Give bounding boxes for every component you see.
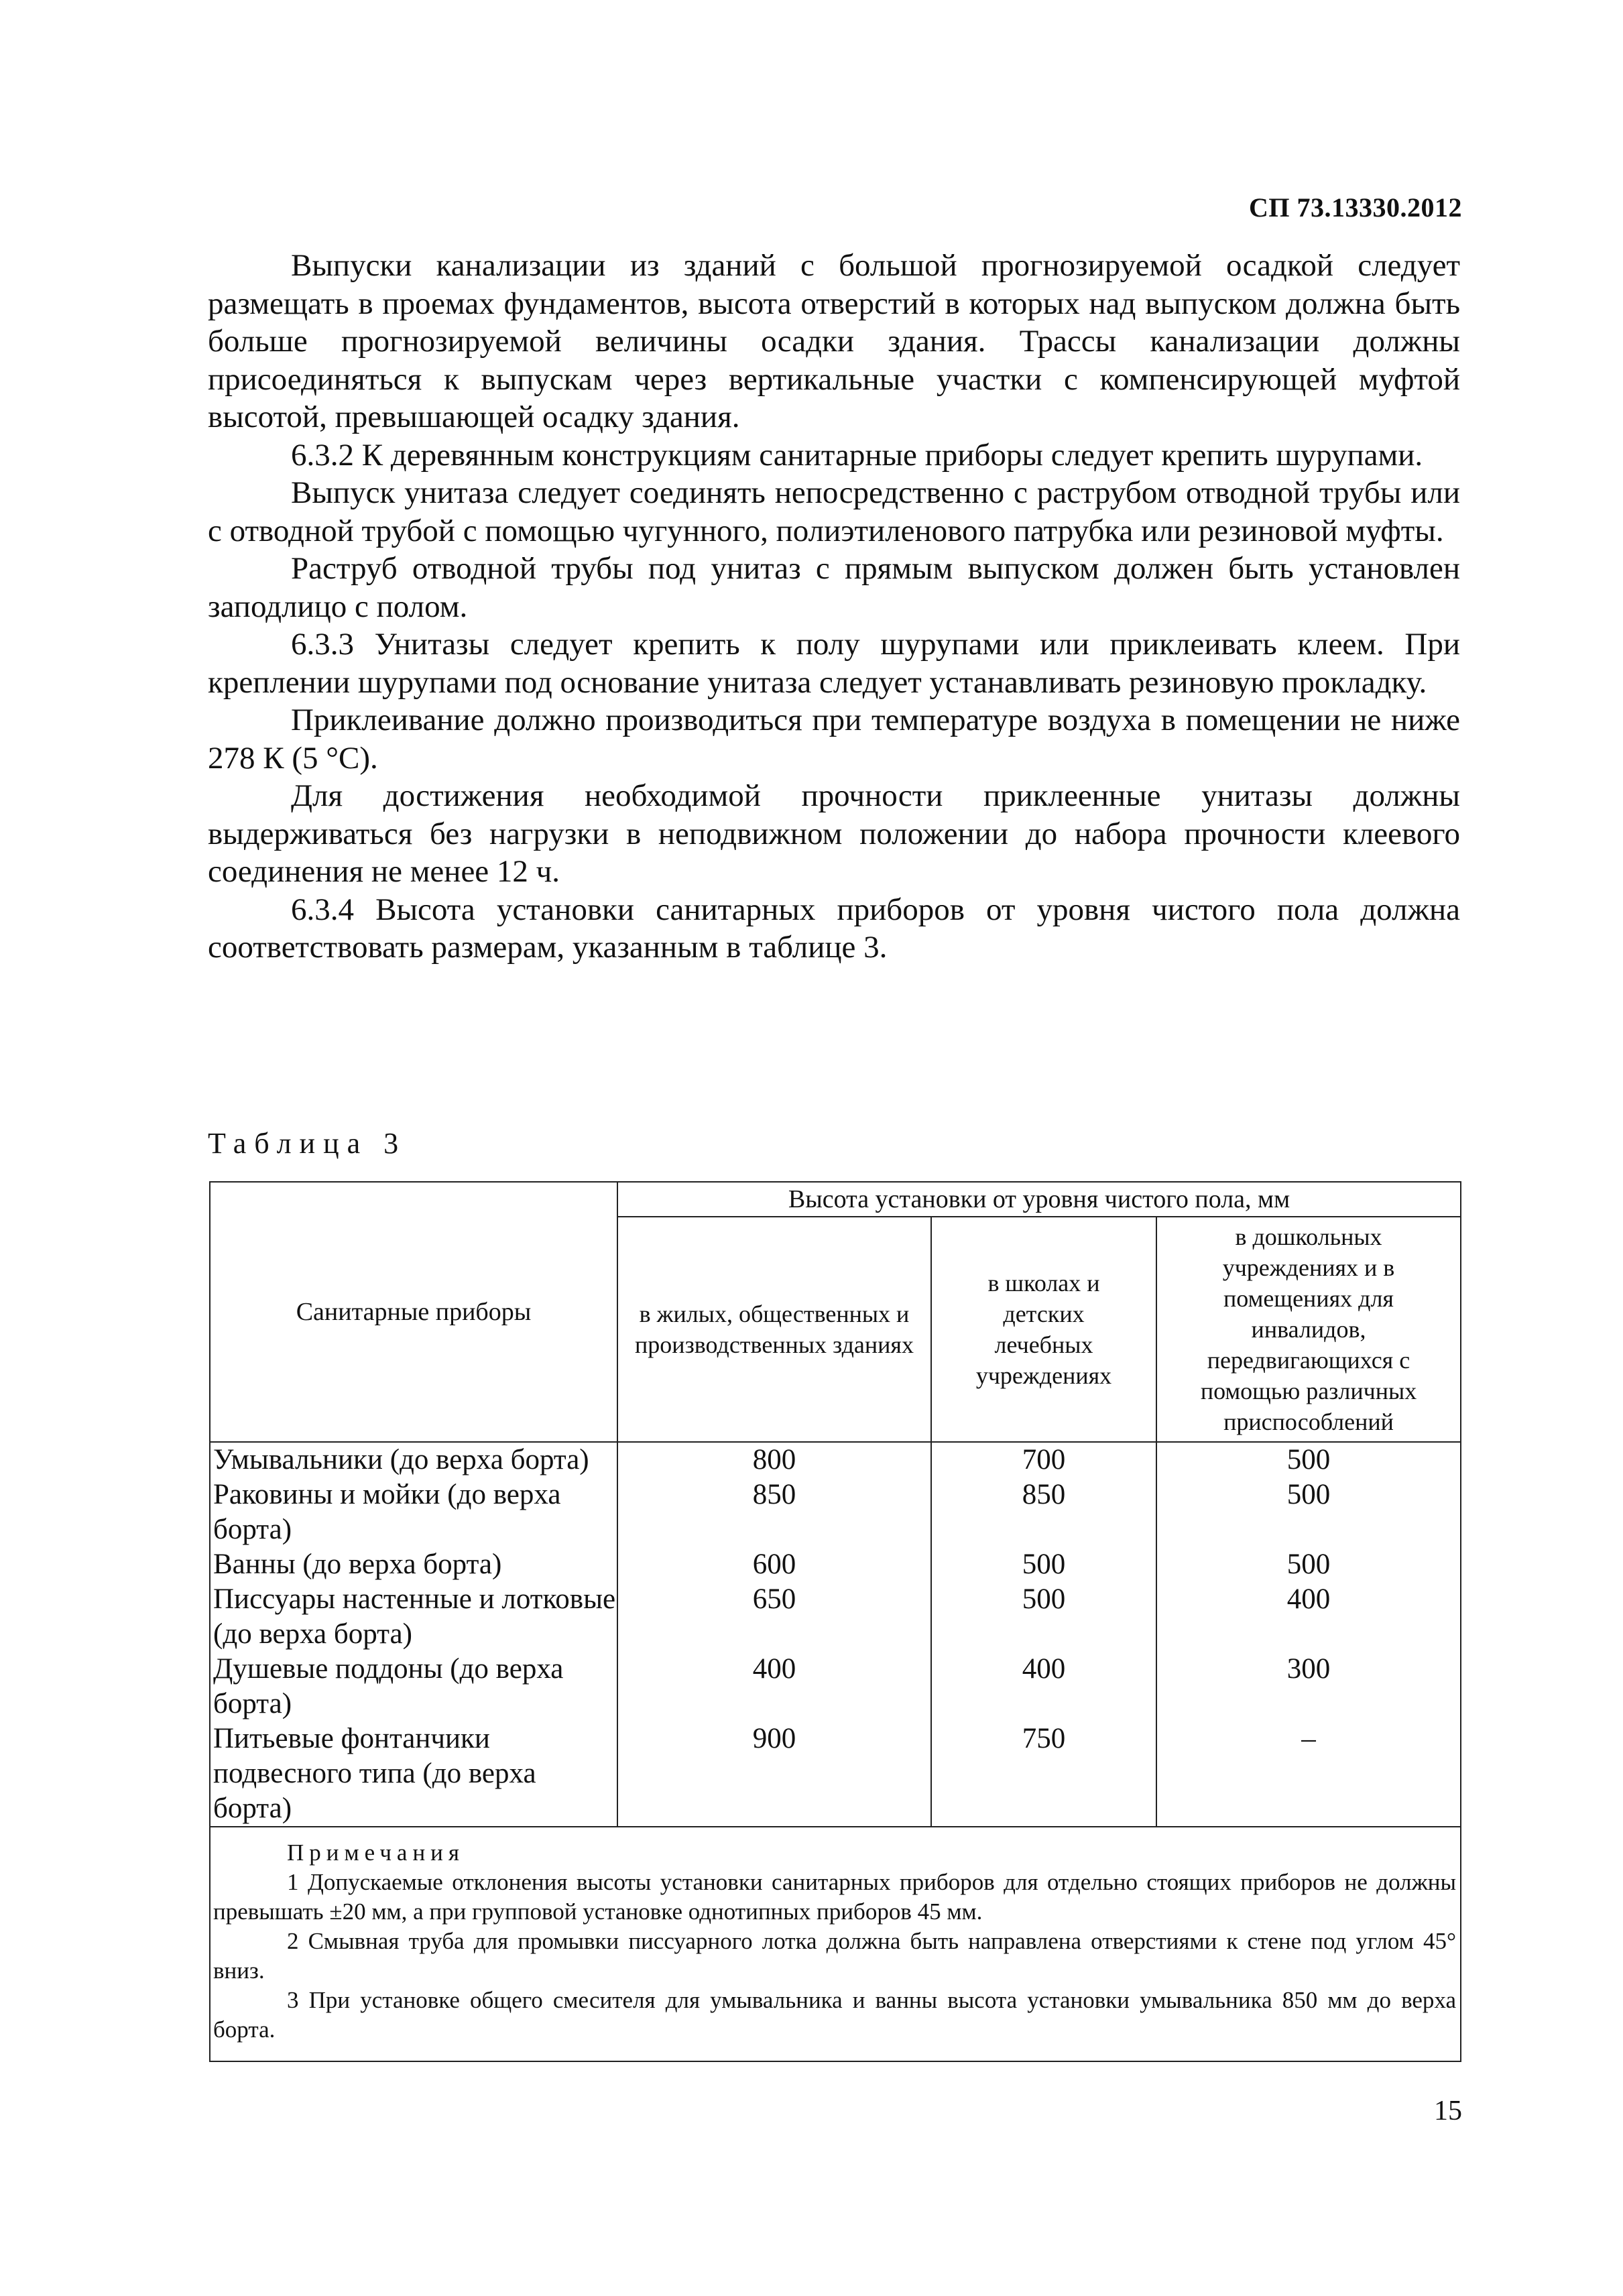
row-value: 400 [1156,1582,1461,1652]
header-cell-schools: в школах и детских лечебных учреждениях [931,1217,1156,1442]
header-cell-height-group: Высота установки от уровня чистого пола, мм [617,1182,1461,1217]
row-value: 400 [931,1652,1156,1721]
row-value: 500 [1156,1442,1461,1477]
table-row [210,1721,1461,1827]
row-value: 850 [617,1477,931,1547]
table-row [210,1652,1461,1721]
row-name: Ванны (до верха борта) [210,1547,617,1582]
row-value: 750 [931,1721,1156,1827]
row-value: – [1156,1721,1461,1827]
paragraph: Раструб отводной трубы под унитаз с прямым выпуском должен быть установлен заподлицо с полом. [208,551,1460,624]
note-item: 2 Смывная труба для промывки писсуарного лотка должна быть направлена отверстиями к стене под углом 45° вниз. [213,1928,1457,1984]
table-notes [210,1827,1461,2061]
row-value: 800 [617,1442,931,1477]
table-notes-row [210,1827,1461,2061]
table-caption: Таблица 3 [208,1127,407,1160]
notes-title: Примечания [287,1839,465,1866]
document-code: СП 73.13330.2012 [1249,192,1462,223]
row-value: 850 [931,1477,1156,1547]
row-value: 900 [617,1721,931,1827]
row-name: Душевые поддоны (до верха борта) [210,1652,617,1721]
table-row [210,1442,1461,1477]
header-cell-devices: Санитарные приборы [210,1182,617,1442]
installation-height-table [209,1181,1461,2062]
table-row [210,1582,1461,1652]
note-item: 1 Допускаемые отклонения высоты установки санитарных приборов для отдельно стоящих приборов не должны превышать ±20 мм, а при групповой установке однотипных приборов 45 мм. [213,1869,1457,1925]
row-value: 500 [931,1582,1156,1652]
paragraph: Выпуск унитаза следует соединять непосредственно с раструбом отводной трубы или с отводной трубой с помощью чугунного, полиэтиленового патрубка или резиновой муфты. [208,475,1460,548]
row-value: 700 [931,1442,1156,1477]
header-cell-residential: в жилых, общественных и производственных зданиях [617,1217,931,1442]
row-name: Писсуары настенные и лотковые (до верха борта) [210,1582,617,1652]
body-text [208,247,1460,967]
header-cell-preschool: в дошкольных учреждениях и в помещениях для инвалидов, передвигающихся с помощью различных приспособлений [1156,1217,1461,1442]
paragraph: 6.3.3 Унитазы следует крепить к полу шурупами или приклеивать клеем. При креплении шурупами под основание унитаза следует устанавливать резиновую прокладку. [208,627,1460,700]
row-name: Питьевые фонтанчики подвесного типа (до верха борта) [210,1721,617,1827]
row-value: 400 [617,1652,931,1721]
paragraph: Для достижения необходимой прочности приклеенные унитазы должны выдерживаться без нагрузки в неподвижном положении до набора прочности клеевого соединения не менее 12 ч. [208,778,1460,889]
note-item: 3 При установке общего смесителя для умывальника и ванны высота установки умывальника 850 мм до верха борта. [213,1987,1457,2043]
table-row [210,1547,1461,1582]
row-name: Раковины и мойки (до верха борта) [210,1477,617,1547]
row-value: 500 [1156,1547,1461,1582]
row-value: 500 [931,1547,1156,1582]
row-value: 500 [1156,1477,1461,1547]
page-number: 15 [1434,2096,1462,2126]
row-value: 650 [617,1582,931,1652]
row-name: Умывальники (до верха борта) [210,1442,617,1477]
paragraph: Выпуски канализации из зданий с большой прогнозируемой осадкой следует размещать в проемах фундаментов, высота отверстий в которых над выпуском должна быть больше прогнозируемой величины осадки здания. Трассы канализации должны присоединяться к выпускам через вертикальные участки с компенсирующей муфтой высотой, превышающей осадку здания. [208,248,1460,434]
paragraph: 6.3.2 К деревянным конструкциям санитарные приборы следует крепить шурупами. [291,437,1423,473]
table-header-row [210,1182,1461,1217]
row-value: 600 [617,1547,931,1582]
row-value: 300 [1156,1652,1461,1721]
table-row [210,1477,1461,1547]
paragraph: Приклеивание должно производиться при температуре воздуха в помещении не ниже 278 К (5 °С). [208,703,1460,776]
paragraph: 6.3.4 Высота установки санитарных приборов от уровня чистого пола должна соответствовать размерам, указанным в таблице 3. [208,892,1460,965]
